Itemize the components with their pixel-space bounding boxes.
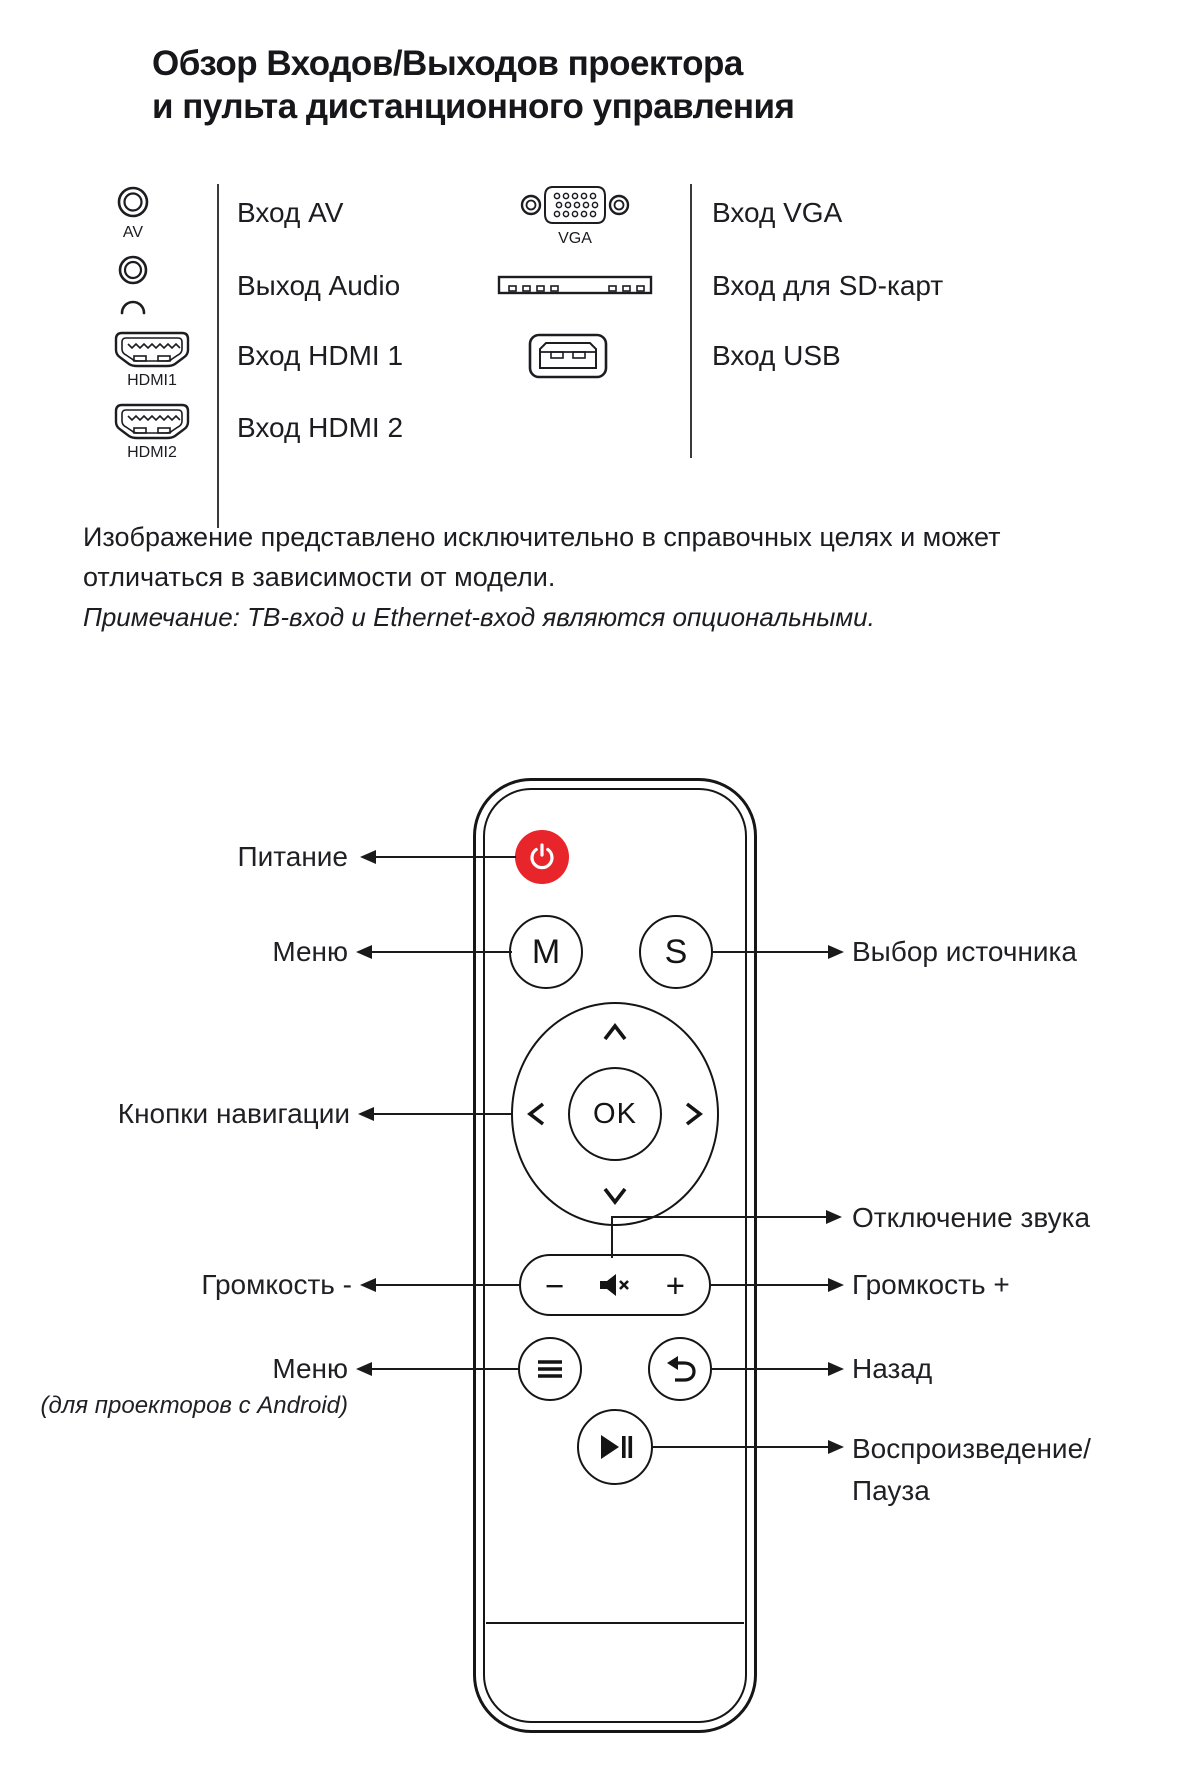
io-label-hdmi1: Вход HDMI 1 bbox=[237, 340, 404, 371]
play-pause-button bbox=[577, 1409, 653, 1485]
source-s-button bbox=[639, 915, 713, 989]
arrow-menu bbox=[356, 944, 512, 960]
arrow-mute-elbow bbox=[604, 1204, 854, 1262]
hdmi2-icon-label: HDMI2 bbox=[127, 444, 177, 461]
callout-menu-android-sub: (для проекторов с Android) bbox=[40, 1392, 348, 1419]
callout-volume-plus: Громкость + bbox=[852, 1269, 1010, 1300]
chevron-left-icon bbox=[524, 1100, 548, 1128]
left-column-divider bbox=[217, 184, 219, 528]
back-button bbox=[648, 1337, 712, 1401]
page-title-line2: и пульта дистанционного управления bbox=[152, 87, 795, 126]
io-label-av: Вход AV bbox=[237, 197, 344, 228]
play-pause-icon bbox=[597, 1432, 633, 1462]
io-label-sd: Вход для SD-карт bbox=[712, 270, 944, 301]
arrow-power bbox=[360, 849, 516, 865]
callout-play-pause-line2: Пауза bbox=[852, 1475, 930, 1506]
callout-navigation: Кнопки навигации bbox=[117, 1098, 350, 1129]
battery-cover-line bbox=[486, 1622, 744, 1624]
back-arrow-icon bbox=[663, 1354, 697, 1384]
io-label-usb: Вход USB bbox=[712, 340, 841, 371]
callout-power: Питание bbox=[237, 841, 348, 872]
chevron-up-icon bbox=[601, 1020, 629, 1044]
av-jack-icon bbox=[115, 184, 151, 220]
callout-source: Выбор источника bbox=[852, 936, 1077, 967]
ok-button bbox=[568, 1067, 662, 1161]
arrow-volume-minus bbox=[360, 1277, 520, 1293]
mute-icon bbox=[597, 1271, 633, 1299]
hdmi1-icon-label: HDMI1 bbox=[127, 372, 177, 389]
volume-rocker bbox=[519, 1254, 711, 1316]
callout-menu: Меню bbox=[272, 936, 348, 967]
power-icon bbox=[527, 842, 557, 872]
volume-minus-label: − bbox=[545, 1266, 565, 1304]
callout-menu-android: Меню bbox=[272, 1353, 348, 1384]
source-s-letter: S bbox=[664, 932, 688, 971]
arrow-navigation bbox=[358, 1106, 512, 1122]
sd-card-slot-icon bbox=[497, 275, 653, 297]
arrow-back bbox=[710, 1361, 844, 1377]
av-icon-label: AV bbox=[122, 224, 144, 241]
disclaimer-text: Изображение представлено исключительно в справочных целях и может отличаться в зависимости от модели. bbox=[83, 522, 1001, 592]
right-column-divider bbox=[690, 184, 692, 458]
callout-play-pause-line1: Воспроизведение/ bbox=[852, 1433, 1091, 1464]
vga-connector-icon bbox=[517, 182, 633, 228]
hamburger-menu-icon bbox=[535, 1357, 565, 1381]
volume-plus-label: + bbox=[665, 1266, 685, 1304]
menu-m-button bbox=[509, 915, 583, 989]
optional-note-text: Примечание: ТВ-вход и Ethernet-вход являются опциональными. bbox=[83, 602, 875, 632]
headphone-jack-icon bbox=[115, 255, 151, 317]
arrow-source bbox=[712, 944, 844, 960]
ok-label: OK bbox=[593, 1097, 637, 1130]
page-title-line1: Обзор Входов/Выходов проектора bbox=[152, 44, 743, 83]
vga-icon-label: VGA bbox=[558, 230, 592, 247]
callout-mute: Отключение звука bbox=[852, 1202, 1091, 1233]
android-menu-button bbox=[518, 1337, 582, 1401]
arrow-volume-plus bbox=[710, 1277, 844, 1293]
usb-port-icon bbox=[527, 332, 609, 380]
arrow-play-pause bbox=[653, 1439, 844, 1455]
menu-m-letter: M bbox=[531, 932, 561, 971]
hdmi-connector-icon bbox=[112, 402, 192, 442]
callout-play-pause bbox=[852, 1428, 1091, 1512]
io-label-vga: Вход VGA bbox=[712, 197, 843, 228]
page-title bbox=[152, 42, 794, 128]
io-label-audio: Выход Audio bbox=[237, 270, 401, 301]
arrow-menu-android bbox=[356, 1361, 520, 1377]
callout-back: Назад bbox=[852, 1353, 933, 1384]
power-button bbox=[515, 830, 569, 884]
chevron-right-icon bbox=[682, 1100, 706, 1128]
callout-volume-minus: Громкость - bbox=[201, 1269, 352, 1300]
hdmi-connector-icon bbox=[112, 330, 192, 370]
io-label-hdmi2: Вход HDMI 2 bbox=[237, 412, 404, 443]
